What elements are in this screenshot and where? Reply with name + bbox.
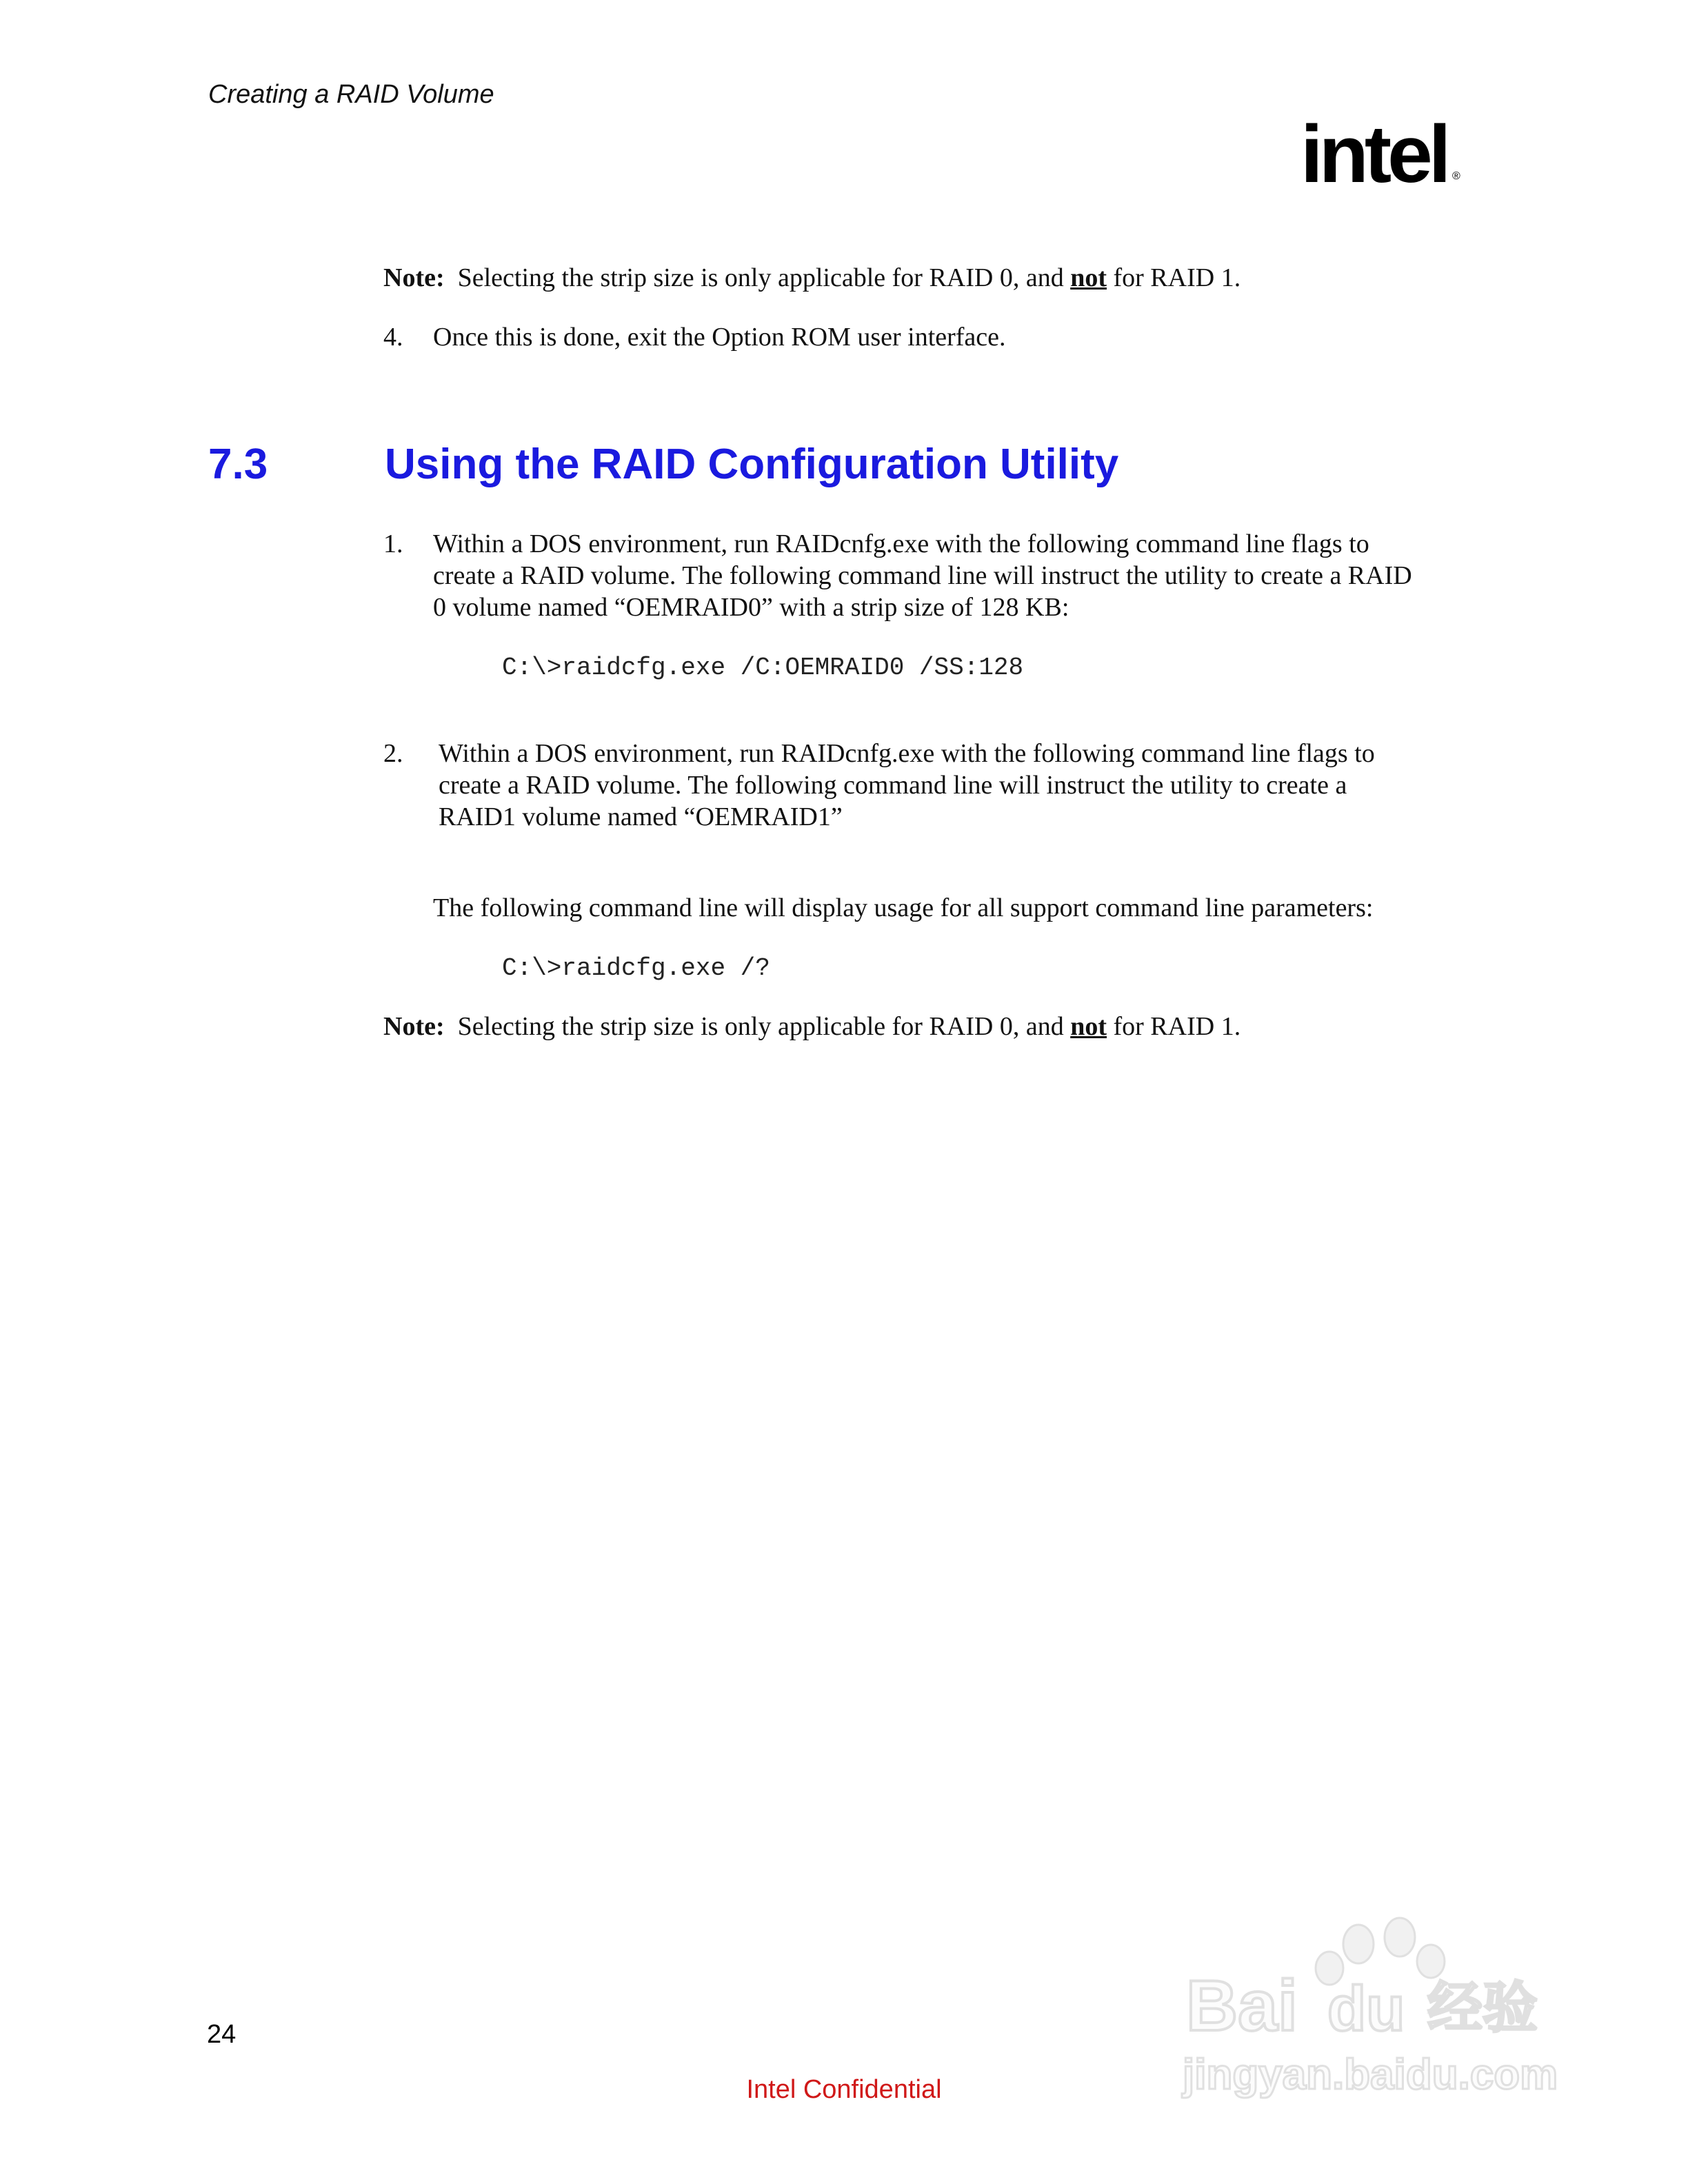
svg-text:intel: intel xyxy=(1300,109,1447,200)
note-emphasis: not xyxy=(1070,1012,1107,1041)
list-text-line: Within a DOS environment, run RAIDcnfg.exe with the following command line flags to xyxy=(439,739,1375,768)
list-text-line: RAID1 volume named “OEMRAID1” xyxy=(439,802,843,831)
list-number: 4. xyxy=(383,323,403,352)
baidu-watermark xyxy=(1172,1903,1586,2110)
section-title: Using the RAID Configuration Utility xyxy=(385,441,1119,488)
note-label: Note: xyxy=(383,263,445,292)
running-header: Creating a RAID Volume xyxy=(208,80,494,109)
note-top xyxy=(383,262,1240,294)
note-text: Selecting the strip size is only applicable for RAID 0, and xyxy=(457,263,1064,292)
list-number: 2. xyxy=(383,739,403,768)
list-text-line: 0 volume named “OEMRAID0” with a strip size of 128 KB: xyxy=(433,593,1069,622)
svg-text:jingyan.baidu.com: jingyan.baidu.com xyxy=(1183,2051,1558,2099)
note-text: Selecting the strip size is only applicable for RAID 0, and xyxy=(457,1012,1064,1041)
list-text-line: Within a DOS environment, run RAIDcnfg.exe with the following command line flags to xyxy=(433,529,1369,558)
intel-logo xyxy=(1299,108,1465,204)
list-number: 1. xyxy=(383,529,403,558)
list-text-line: create a RAID volume. The following command line will instruct the utility to create a RAID xyxy=(433,561,1412,590)
command-create-raid0: C:\>raidcfg.exe /C:OEMRAID0 /SS:128 xyxy=(502,654,1024,682)
note-text-end: for RAID 1. xyxy=(1113,1012,1241,1041)
section-number: 7.3 xyxy=(208,441,268,488)
svg-text:du: du xyxy=(1327,1974,1405,2044)
list-text: Once this is done, exit the Option ROM user interface. xyxy=(433,323,1006,352)
page-number: 24 xyxy=(207,2020,237,2049)
footer-confidential: Intel Confidential xyxy=(746,2075,942,2104)
command-usage: C:\>raidcfg.exe /? xyxy=(502,954,770,982)
usage-text: The following command line will display usage for all support command line parameters: xyxy=(433,893,1374,922)
note-text-end: for RAID 1. xyxy=(1113,263,1241,292)
note-emphasis: not xyxy=(1070,263,1107,292)
svg-text:Bai: Bai xyxy=(1186,1966,1298,2046)
svg-text:经验: 经验 xyxy=(1427,1976,1538,2040)
svg-text:®: ® xyxy=(1452,170,1460,182)
note-label: Note: xyxy=(383,1012,445,1041)
note-bottom xyxy=(383,1011,1240,1042)
list-text-line: create a RAID volume. The following command line will instruct the utility to create a xyxy=(439,771,1347,800)
